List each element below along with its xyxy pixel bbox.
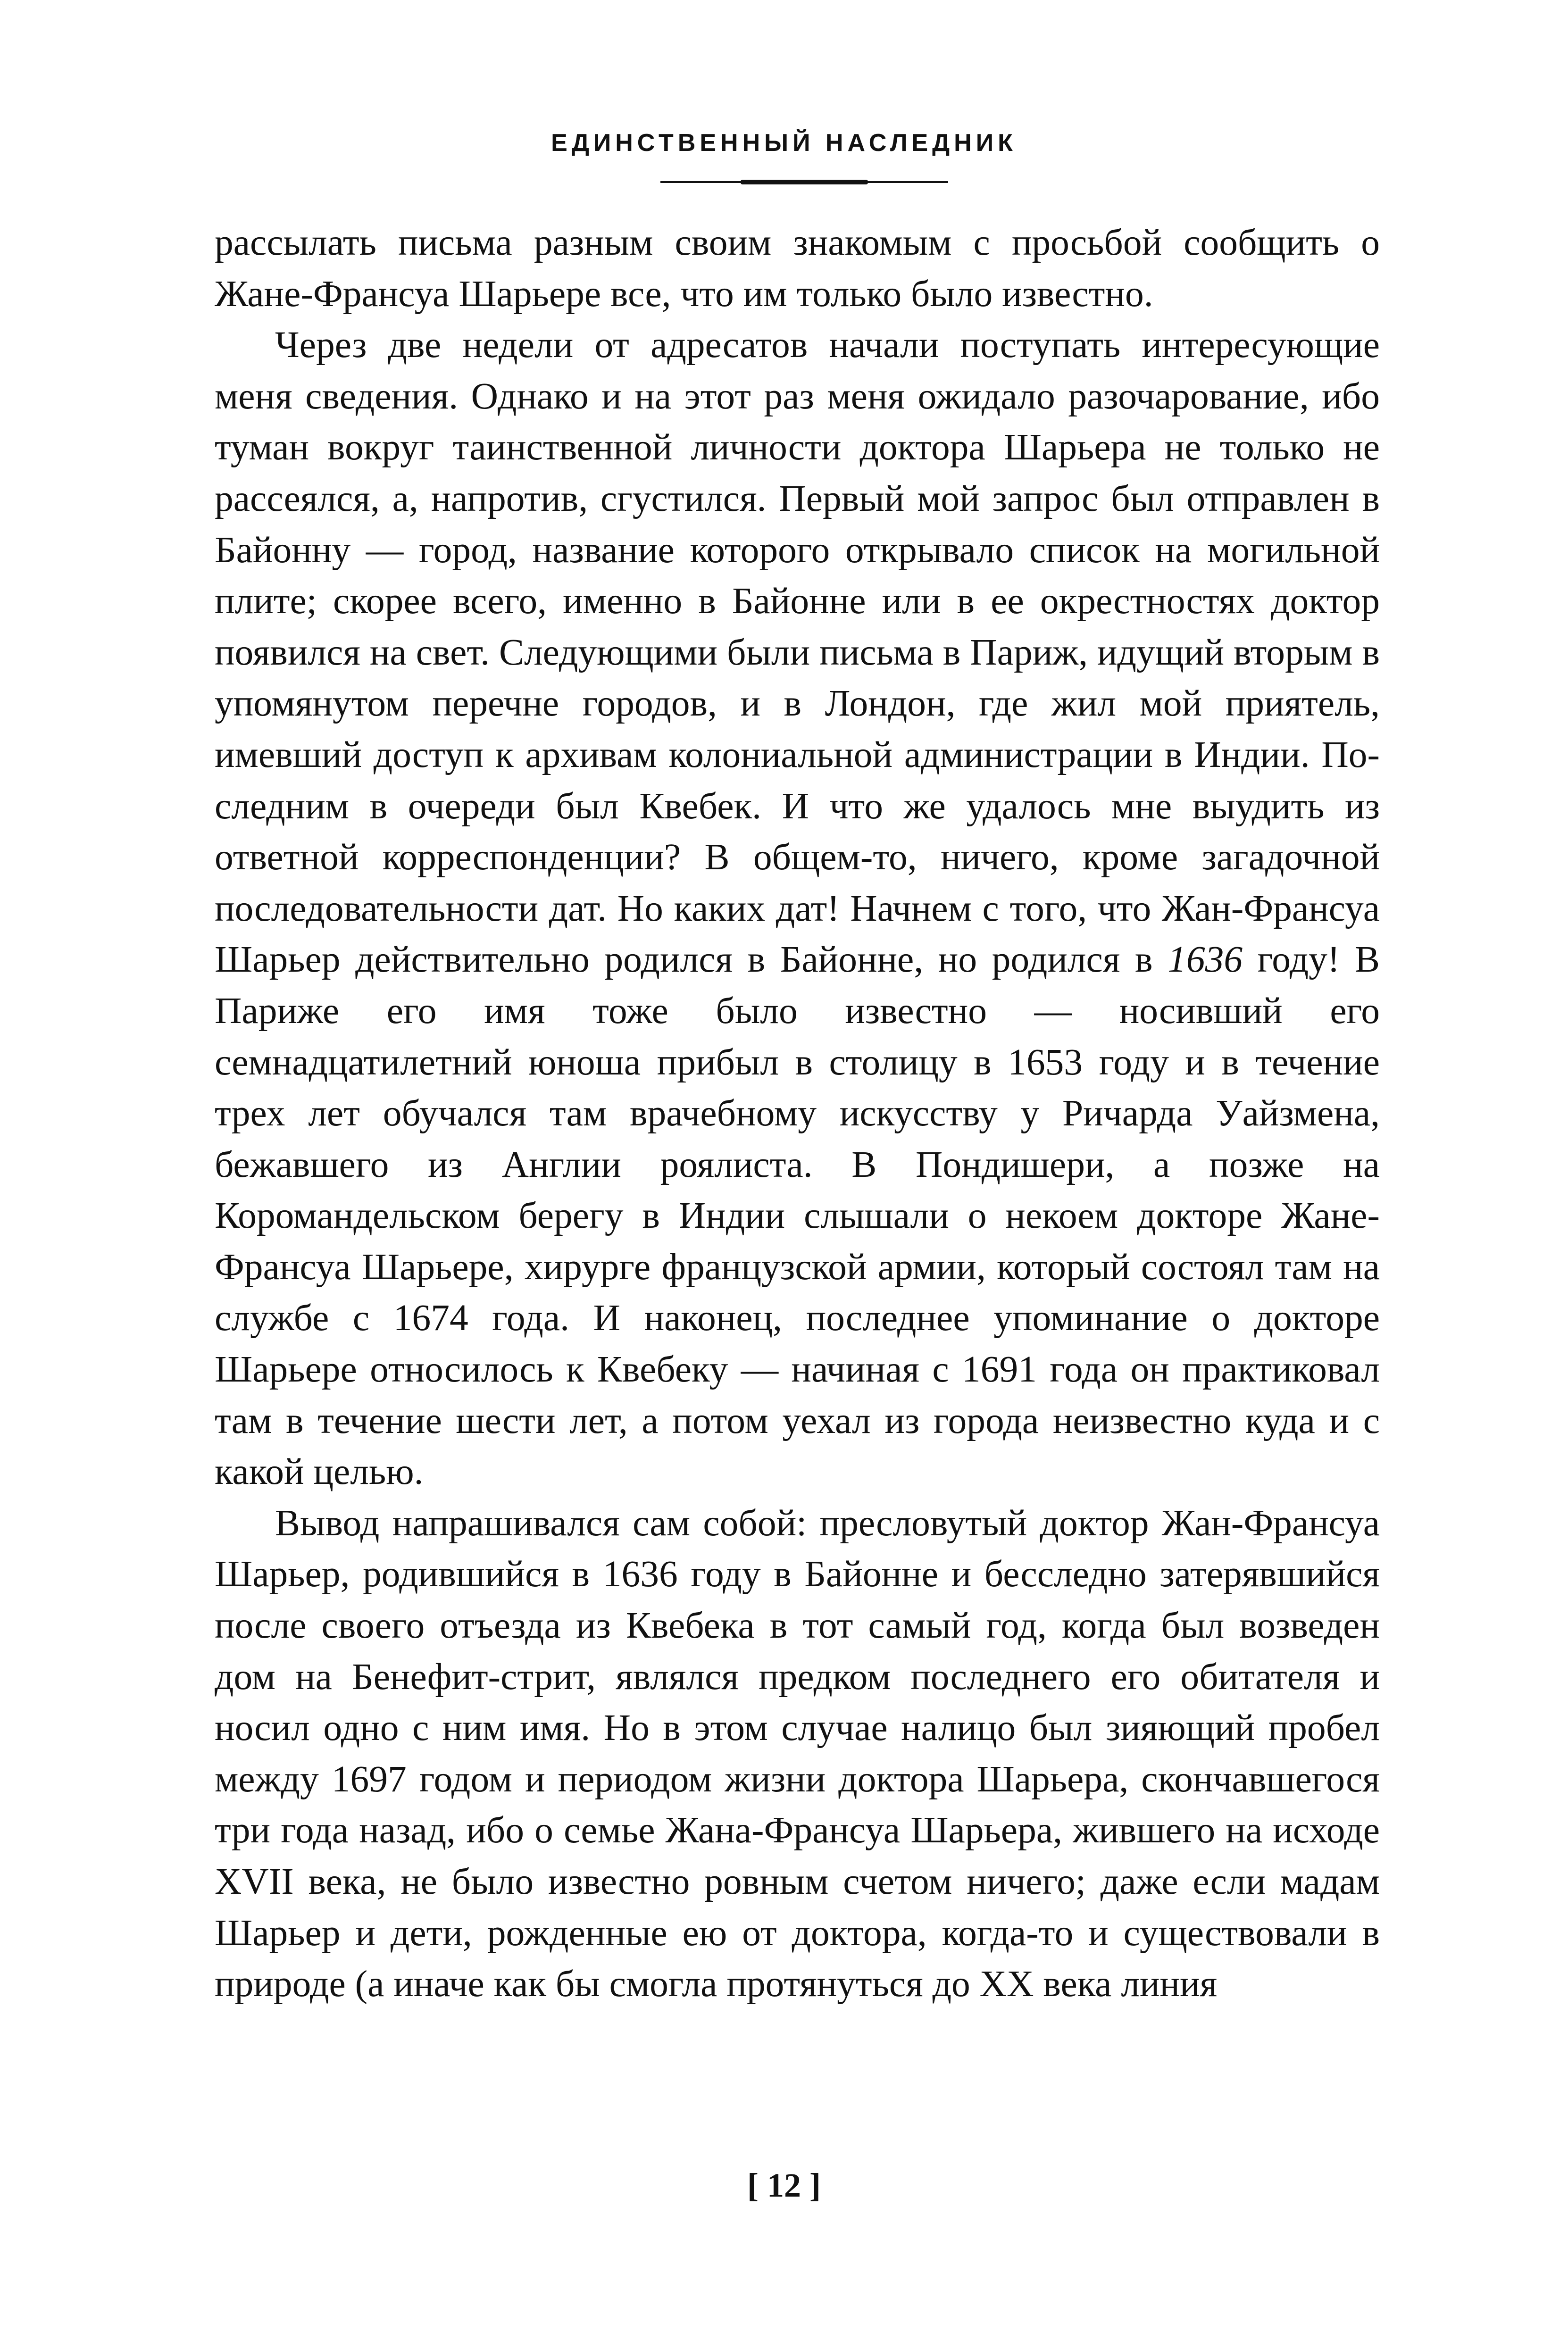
running-title: ЕДИНСТВЕННЫЙ НАСЛЕДНИК <box>551 129 1017 157</box>
paragraph-3: Вывод напрашивался сам собой: пресловутый доктор Жан-Франсуа Шарьер, родившийся в 1636 году в Байонне и бесследно затерявшийся после своего отъезда из Квебека в тот самый год, когда был возведен дом на Бенефит-стрит, являлся предком последнего его обитателя и носил одно с ним имя. Но в этом случае налицо был зияющий пробел между 1697 годом и периодом жизни доктора Шарьера, скончавшегося три года назад, ибо о семье Жана-Франсуа Шарьера, жившего на исходе XVII века, не было известно ровным счетом ничего; даже если мадам Шарьер и дети, рожденные ею от доктора, когда-то и существовали в природе (а иначе как бы смогла протянуться до XX века линия <box>215 1502 1380 2005</box>
paragraph-1: рассылать письма разным своим знакомым с просьбой сообщить о Жане-Франсуа Шарьере все, что им только было известно. <box>215 222 1380 315</box>
page-number: [ 12 ] <box>747 2166 821 2204</box>
body-text <box>215 217 1380 2010</box>
italic-year: 1636 <box>1168 939 1243 981</box>
paragraph-2 <box>215 319 1380 1498</box>
paragraph-2-part-2a: но родился в <box>938 939 1168 981</box>
header-rule <box>660 181 948 183</box>
paragraph-2-part-2b: году! В Париже его имя тоже было известно — носивший его семнадцатилетний юноша прибыл в столицу в 1653 году и в течение трех лет обучался там врачебному искусству у Ричарда Уайзмена, бежавшего из Англии роялиста. В Пондишери, а позже на Коромандельском берегу в Индии слышали о некоем докторе Жане-Франсуа Шарьере, хирурге французской армии, который состоял там на службе с 1674 года. И наконец, последнее упоминание о докторе Шарьере относилось к Квебеку — начиная с 1691 года он практиковал там в течение шести лет, а потом уехал из города неизвестно куда и с какой целью. <box>215 939 1380 1493</box>
paragraph-2-part-1: Через две недели от адресатов начали поступать интересующие меня сведения. Однако и на этот раз меня ожидало разочарование, ибо туман вокруг таинственной личности доктора Шарьера не только не рассеялся, а, напротив, сгустился. Первый мой запрос был отправлен в Байонну — город, название которого открывало список на могильной плите; скорее всего, именно в Байонне или в ее окрестностях доктор появился на свет. Следующими были письма в Париж, идущий вторым в упомянутом перечне городов, и в Лондон, где жил мой приятель, имевший доступ к архивам колониальной администрации в Индии. Последним в очереди был Квебек. И что же удалось мне выудить из ответной корреспонденции? В общем-то, ничего, кроме загадочной последовательности дат. Но каких дат! Начнем с того, что Жан-Франсуа Шарьер действительно родился в Байонне, <box>215 324 1380 981</box>
